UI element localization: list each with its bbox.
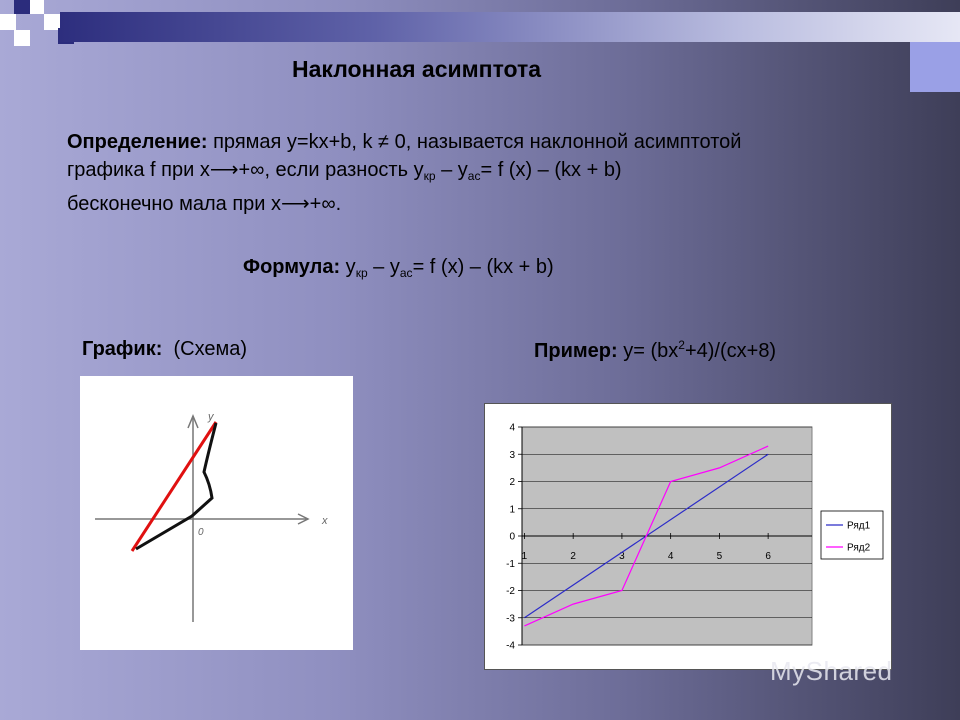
decor-square-3 — [0, 14, 16, 30]
schema-y-label: y — [208, 411, 214, 423]
schema-panel — [80, 376, 353, 650]
y-tick-label: -4 — [506, 640, 515, 652]
y-tick-label: 4 — [509, 422, 515, 434]
definition-label: Определение: — [67, 131, 208, 153]
y-tick-label: -2 — [506, 586, 515, 597]
definition-line1: прямая y=kx+b, k ≠ 0, называется наклонной асимптотой — [207, 131, 742, 153]
example-chart — [485, 404, 891, 669]
x-tick-label: 2 — [570, 551, 576, 562]
formula-c: = f (x) – (kx + b) — [412, 256, 554, 278]
definition-line2-b: – y — [435, 159, 468, 181]
definition-sub-kr: кр — [423, 169, 436, 183]
y-tick-label: 1 — [509, 504, 515, 516]
example-label-a: y= (bx — [617, 340, 679, 362]
decor-square-2 — [30, 0, 44, 14]
formula-label: Формула: — [243, 256, 341, 278]
x-tick-label: 3 — [619, 551, 625, 562]
example-label-b: +4)/(cx+8) — [684, 340, 777, 362]
formula-sub-as: ас — [399, 266, 413, 280]
definition-sub-as: ас — [467, 169, 481, 183]
example-label — [534, 338, 776, 363]
header-bar — [60, 12, 960, 42]
schema-origin-label: 0 — [198, 527, 204, 538]
legend-label-2: Ряд2 — [847, 542, 871, 554]
example-label-bold: Пример: — [534, 340, 618, 362]
graph-label-bold: График: — [82, 338, 163, 360]
y-tick-label: -1 — [506, 558, 515, 570]
formula-b: – y — [367, 256, 400, 278]
schema-graph — [80, 376, 353, 650]
x-tick-label: 4 — [667, 551, 674, 562]
y-tick-label: 3 — [509, 449, 515, 461]
decor-square-5 — [14, 30, 30, 46]
x-tick-label: 5 — [716, 551, 723, 562]
y-tick-label: 0 — [509, 531, 515, 543]
schema-x-label: x — [322, 515, 328, 527]
definition-line2-c: = f (x) – (kx + b) — [480, 159, 622, 181]
graph-label — [82, 338, 247, 361]
decor-square-1 — [14, 0, 30, 14]
definition-line2-a: графика f при x⟶+∞, если разность y — [67, 159, 424, 181]
y-tick-label: -3 — [506, 613, 515, 625]
watermark: MyShared — [770, 656, 893, 686]
legend-label-1: Ряд1 — [847, 520, 871, 532]
formula — [243, 256, 554, 280]
y-tick-label: 2 — [509, 477, 515, 488]
formula-a: y — [340, 256, 356, 278]
formula-sub-kr: кр — [355, 266, 368, 280]
x-tick-label: 6 — [765, 551, 771, 562]
slide-title: Наклонная асимптота — [292, 56, 542, 82]
x-tick-label: 1 — [521, 551, 528, 562]
definition-line3: бесконечно мала при x⟶+∞. — [67, 193, 342, 215]
graph-label-rest: (Схема) — [162, 338, 248, 360]
example-chart-panel — [484, 403, 892, 670]
decor-square-7 — [910, 42, 960, 92]
definition-paragraph — [67, 128, 827, 218]
example-label-sup: 2 — [678, 338, 685, 352]
